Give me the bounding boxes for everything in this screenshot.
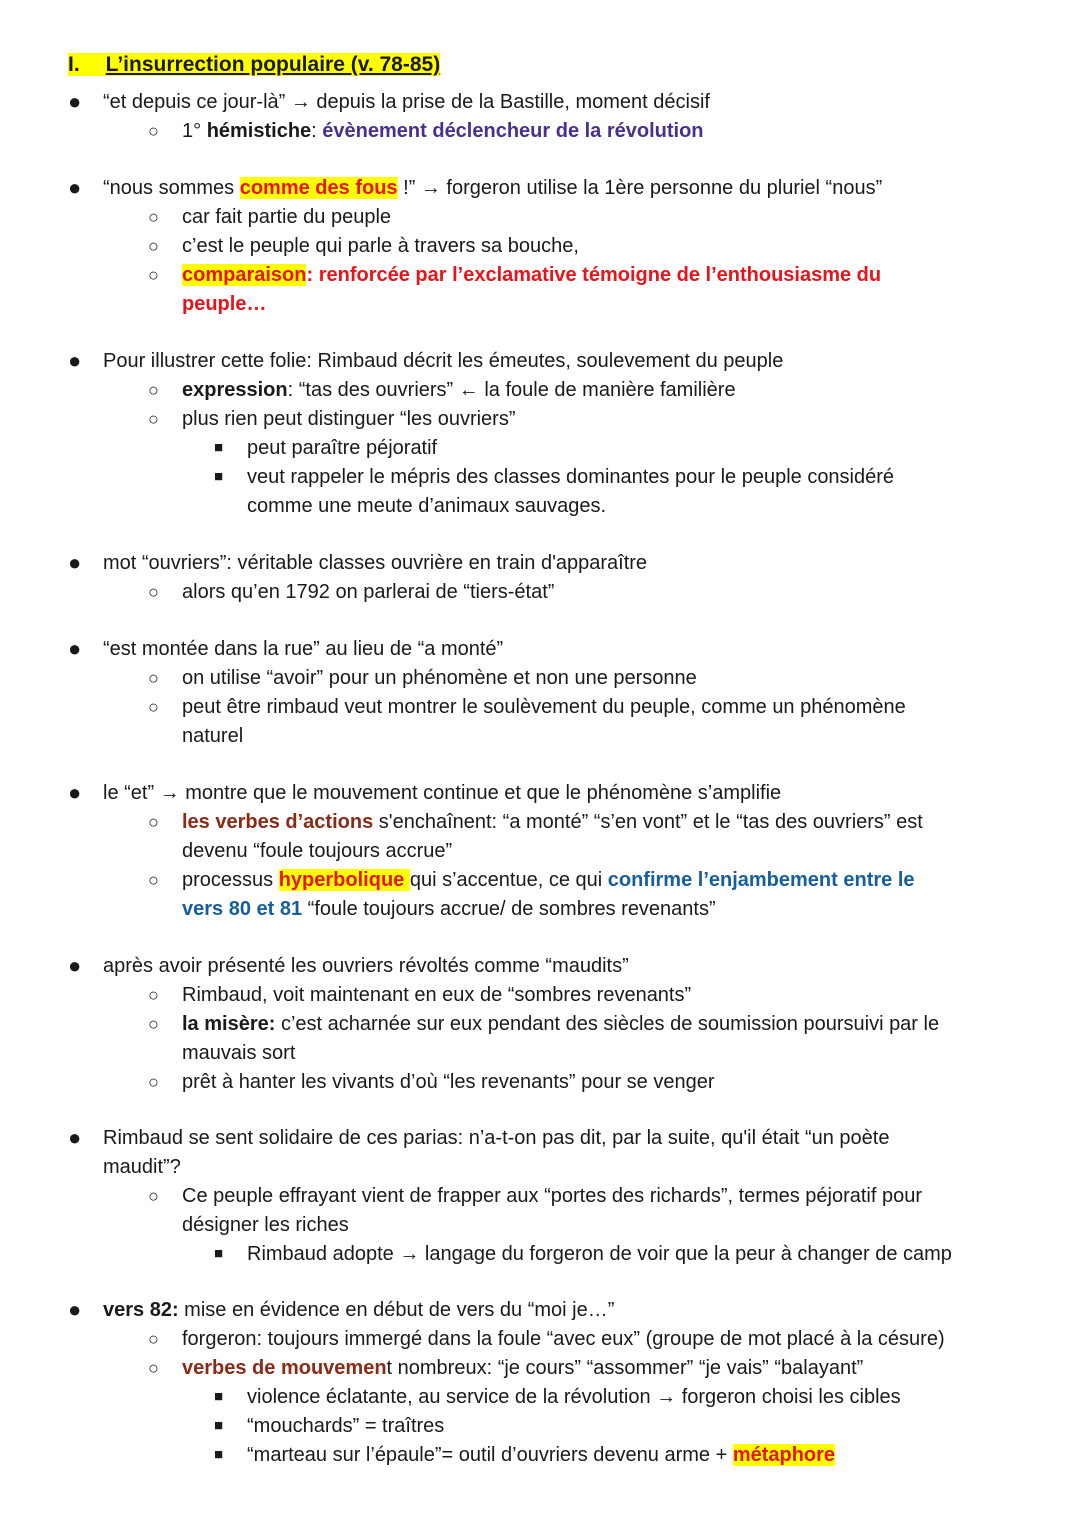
note-line: plus rien peut distinguer “les ouvriers”: [182, 408, 516, 430]
note-line: peut paraître péjoratif: [247, 437, 438, 459]
bullet-icon: ●: [68, 953, 82, 978]
bullet-icon: ●: [68, 1125, 82, 1150]
note-line: processus hyperbolique qui s’accentue, ce qui confirme l’enjambement entre le: [182, 869, 915, 891]
note-line: les verbes d’actions s'enchaînent: “a monté” “s’en vont” et le “tas des ouvriers” est: [182, 811, 923, 833]
circle-bullet-icon: ○: [148, 985, 159, 1005]
note-line: maudit”?: [103, 1156, 181, 1178]
section-number: I.: [68, 53, 106, 76]
note-line: Rimbaud, voit maintenant en eux de “sombres revenants”: [182, 984, 692, 1006]
note-line: Ce peuple effrayant vient de frapper aux “portes des richards”, termes péjoratif pour: [182, 1185, 923, 1207]
square-bullet-icon: ■: [214, 1446, 224, 1463]
note-line: désigner les riches: [182, 1214, 349, 1236]
note-line: on utilise “avoir” pour un phénomène et non une personne: [182, 667, 697, 689]
circle-bullet-icon: ○: [148, 121, 159, 141]
note-line: car fait partie du peuple: [182, 206, 392, 228]
note-line: mot “ouvriers”: véritable classes ouvrière en train d'apparaître: [103, 552, 648, 574]
bullet-icon: ●: [68, 550, 82, 575]
circle-bullet-icon: ○: [148, 1186, 159, 1206]
circle-bullet-icon: ○: [148, 870, 159, 890]
circle-bullet-icon: ○: [148, 1014, 159, 1034]
circle-bullet-icon: ○: [148, 1072, 159, 1092]
circle-bullet-icon: ○: [148, 1329, 159, 1349]
note-line: alors qu’en 1792 on parlerai de “tiers-état”: [182, 581, 555, 603]
square-bullet-icon: ■: [214, 1417, 224, 1434]
note-line: verbes de mouvement nombreux: “je cours” “assommer” “je vais” “balayant”: [182, 1357, 864, 1379]
bullet-icon: ●: [68, 636, 82, 661]
note-line: devenu “foule toujours accrue”: [182, 840, 453, 862]
note-line: peut être rimbaud veut montrer le soulèvement du peuple, comme un phénomène: [182, 696, 906, 718]
note-line: comme une meute d’animaux sauvages.: [247, 495, 607, 517]
circle-bullet-icon: ○: [148, 668, 159, 688]
note-line: naturel: [182, 725, 244, 747]
note-line: expression: “tas des ouvriers” ← la foule de manière familière: [182, 379, 736, 401]
circle-bullet-icon: ○: [148, 380, 159, 400]
note-line: comparaison: renforcée par l’exclamative témoigne de l’enthousiasme du: [182, 264, 882, 286]
note-line: 1° hémistiche: évènement déclencheur de la révolution: [182, 120, 704, 142]
note-line: “mouchards” = traîtres: [247, 1415, 445, 1437]
square-bullet-icon: ■: [214, 439, 224, 456]
bullet-icon: ●: [68, 1297, 82, 1322]
note-line: c’est le peuple qui parle à travers sa bouche,: [182, 235, 579, 257]
circle-bullet-icon: ○: [148, 582, 159, 602]
note-line: violence éclatante, au service de la révolution → forgeron choisi les cibles: [247, 1386, 901, 1408]
note-line: vers 80 et 81 “foule toujours accrue/ de sombres revenants”: [182, 898, 716, 920]
note-line: Pour illustrer cette folie: Rimbaud décrit les émeutes, soulevement du peuple: [103, 350, 784, 372]
note-line: “nous sommes comme des fous !” → forgeron utilise la 1ère personne du pluriel “nous”: [103, 177, 883, 199]
bullet-icon: ●: [68, 89, 82, 114]
note-line: forgeron: toujours immergé dans la foule “avec eux” (groupe de mot placé à la césure): [182, 1328, 945, 1350]
circle-bullet-icon: ○: [148, 812, 159, 832]
highlight: métaphore: [732, 1444, 836, 1466]
circle-bullet-icon: ○: [148, 1358, 159, 1378]
note-line: veut rappeler le mépris des classes dominantes pour le peuple considéré: [247, 466, 895, 488]
note-line: “marteau sur l’épaule”= outil d’ouvriers devenu arme + métaphore: [247, 1444, 836, 1466]
square-bullet-icon: ■: [214, 1388, 224, 1405]
note-line: prêt à hanter les vivants d’où “les revenants” pour se venger: [182, 1071, 715, 1093]
note-line: le “et” → montre que le mouvement continue et que le phénomène s’amplifie: [103, 782, 782, 804]
note-line: “est montée dans la rue” au lieu de “a monté”: [103, 638, 504, 660]
bullet-icon: ●: [68, 175, 82, 200]
highlight: hyperbolique: [278, 869, 410, 891]
note-line: Rimbaud adopte → langage du forgeron de voir que la peur à changer de camp: [247, 1243, 952, 1265]
note-line: “et depuis ce jour-là” → depuis la prise de la Bastille, moment décisif: [103, 91, 710, 113]
circle-bullet-icon: ○: [148, 265, 159, 285]
note-line: vers 82: mise en évidence en début de vers du “moi je…”: [103, 1299, 615, 1321]
circle-bullet-icon: ○: [148, 236, 159, 256]
square-bullet-icon: ■: [214, 468, 224, 485]
section-title: [68, 52, 440, 78]
bullet-icon: ●: [68, 348, 82, 373]
square-bullet-icon: ■: [214, 1245, 224, 1262]
section-heading: L’insurrection populaire (v. 78-85): [105, 53, 441, 76]
note-line: mauvais sort: [182, 1042, 296, 1064]
note-line: la misère: c’est acharnée sur eux pendant des siècles de soumission poursuivi par le: [182, 1013, 940, 1035]
bullet-icon: ●: [68, 780, 82, 805]
note-line: après avoir présenté les ouvriers révoltés comme “maudits”: [103, 955, 629, 977]
highlight: comme des fous: [239, 177, 398, 199]
highlight: comparaison: [182, 264, 307, 286]
note-line: Rimbaud se sent solidaire de ces parias: n’a-t-on pas dit, par la suite, qu'il était “un poète: [103, 1127, 890, 1149]
circle-bullet-icon: ○: [148, 207, 159, 227]
circle-bullet-icon: ○: [148, 697, 159, 717]
note-line: peuple…: [182, 293, 267, 315]
circle-bullet-icon: ○: [148, 409, 159, 429]
